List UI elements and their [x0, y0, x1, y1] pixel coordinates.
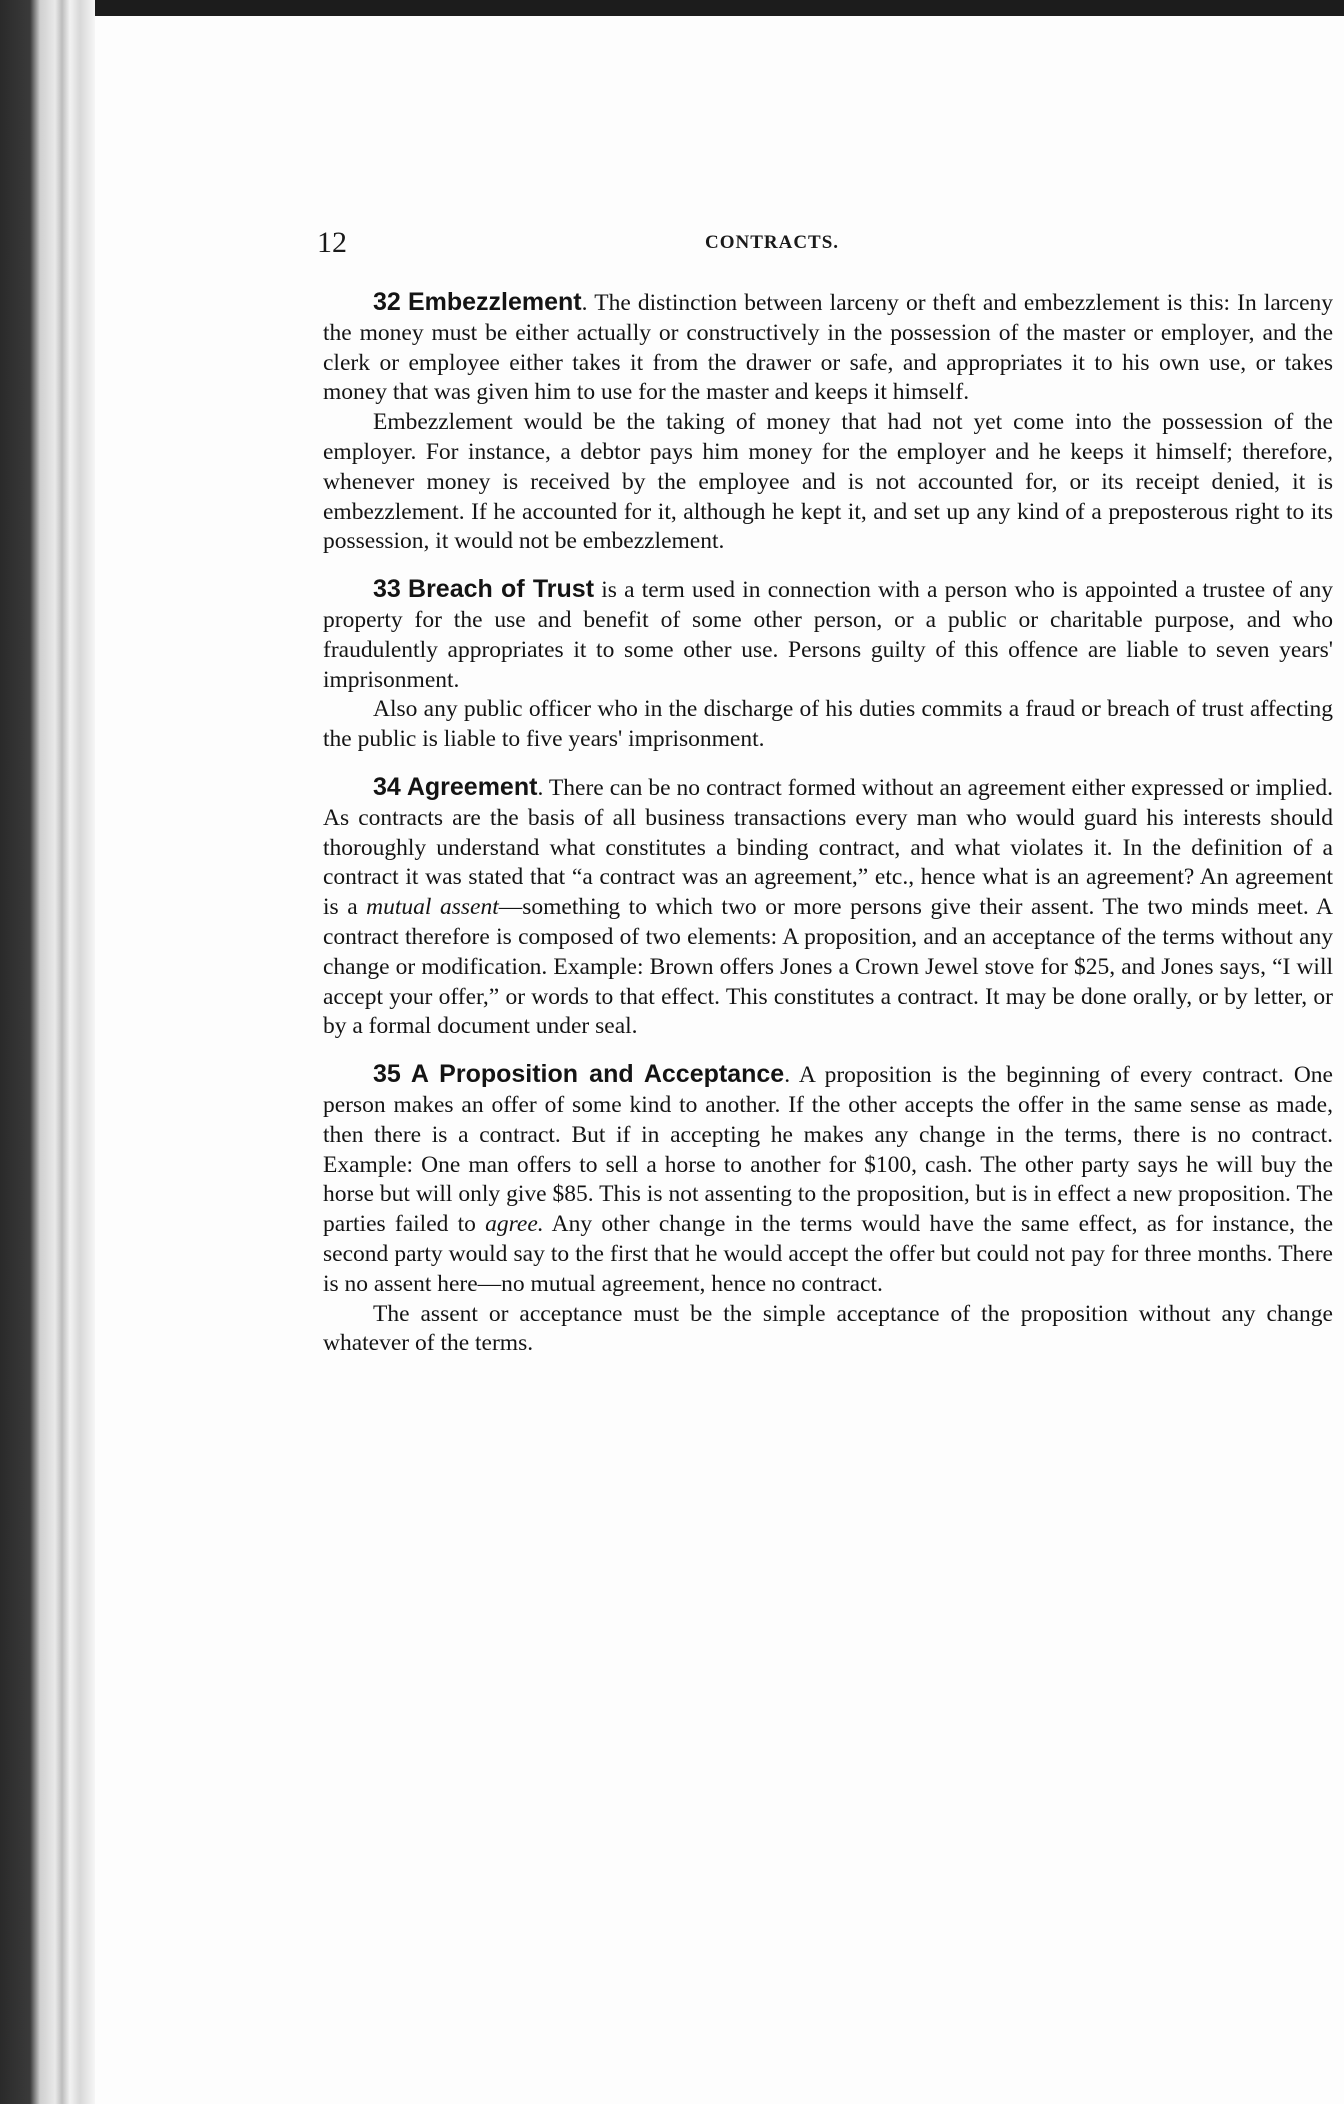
page-body — [323, 288, 1333, 1377]
section-33-breach-of-trust — [323, 575, 1333, 755]
section-number: 33 — [373, 575, 401, 604]
paragraph — [323, 695, 1333, 755]
section-number: 32 — [373, 288, 401, 316]
section-32-embezzlement — [323, 288, 1333, 557]
section-heading: Agreement — [406, 772, 538, 801]
section-number: 34 — [373, 772, 401, 801]
page-number: 12 — [317, 226, 347, 259]
paragraph-text: Embezzlement would be the taking of money that had not yet come into the possession of the employer. For instance, a debtor pays him money for the employer and he keeps it himself; therefore, whenever money is received by the employee and is not accounted for, or its receipt denied, it is embezzlement. If he accounted for it, although he kept it, and set up any kind of a preposterous right to its possession, it would not be embezzlement. — [323, 409, 1333, 555]
paragraph-text: is a term used in connection with a person who is appointed a trustee of any property for the use and benefit of some other person, or a public or charitable purpose, and who fraudulently appropriates it to some other use. Persons guilty of this offence are liable to seven years' imprisonment. — [323, 577, 1334, 693]
paragraph-text: —something to which two or more persons give their assent. The two minds meet. A contract therefore is composed of two elements: A proposition, and an acceptance of the terms without any change or modification. Example: Brown offers Jones a Crown Jewel stove for $25, and Jones says, “I will accept your offer,” or words to that effect. This constitutes a contract. It may be done orally, or by letter, or by a formal document under seal. — [323, 894, 1333, 1040]
book-page — [95, 16, 1344, 2104]
paragraph — [323, 408, 1333, 557]
paragraph-text: The distinction between larceny or theft and embezzlement is this: In larceny the money must be either actually or constructively in the possession of the master or employer, and the clerk or employee either takes it from the drawer or safe, and appropriates it to his own use, or takes money that was given him to use for the master and keeps it himself. — [323, 290, 1334, 406]
paragraph — [323, 1300, 1333, 1360]
section-heading: A Proposition and Acceptance — [410, 1060, 785, 1089]
paragraph: 34 Agreement. There can be no contract formed without an agreement either expressed or implied. As contracts are the basis of all business transactions every man who would guard his interests should thoroughly understand what constitutes a binding contract, and what violates it. In the definition of a contract it was stated that “a contract was an agreement,” etc., hence what is an agreement? An agreement is a mutual assent—something to which two or more persons give their assent. The two minds meet. A contract therefore is composed of two elements: A proposition, and an acceptance of the terms without any change or modification. Example: Brown offers Jones a Crown Jewel stove for $25, and Jones says, “I will accept your offer,” or words to that effect. This constitutes a contract. It may be done orally, or by letter, or by a formal document under seal. — [323, 772, 1334, 1040]
paragraph-text: The assent or acceptance must be the simple acceptance of the proposition without any change whatever of the terms. — [323, 1300, 1333, 1357]
emphasized-text: mutual assent — [366, 894, 499, 921]
paragraph: 35 A Proposition and Acceptance. A proposition is the beginning of every contract. One person makes an offer of some kind to another. If the other accepts the offer in the same sense as made, then there is a contract. But if in accepting he makes any change in the terms, there is no contract. Example: One man offers to sell a horse to another for $100, cash. The other party says he will buy the horse but will only give $85. This is not assenting to the proposition, but is in effect a new proposition. The parties failed to agree. Any other change in the terms would have the same effect, as for instance, the second party would say to the first that he would accept the offer but could not pay for three months. There is no assent here—no mutual agreement, hence no contract. — [323, 1060, 1333, 1297]
section-35-proposition-and-acceptance — [323, 1060, 1333, 1359]
section-number: 35 — [373, 1060, 401, 1089]
section-heading: Breach of Trust — [408, 575, 595, 604]
paragraph-text: A proposition is the beginning of every contract. One person makes an offer of some kind to another. If the other accepts the offer in the same sense as made, then there is a contract. But if in accepting he makes any change in the terms, there is no contract. Example: One man offers to sell a horse to another for $100, cash. The other party says he will buy the horse but will only give $85. This is not assenting to the proposition, but is in effect a new proposition. The parties failed to — [323, 1062, 1333, 1238]
paragraph: 32 Embezzlement. The distinction between larceny or theft and embezzlement is this: In larceny the money must be either actually or constructively in the possession of the master or employer, and the clerk or employee either takes it from the drawer or safe, and appropriates it to his own use, or takes money that was given him to use for the master and keeps it himself. — [323, 288, 1334, 406]
paragraph — [323, 575, 1333, 695]
page-header — [95, 226, 1344, 266]
section-heading: Embezzlement — [407, 288, 582, 316]
emphasized-text: agree. — [485, 1211, 544, 1238]
paragraph-text: Any other change in the terms would have the same effect, as for instance, the second party would say to the first that he would accept the offer but could not pay for three months. There is no assent here—no mutual agreement, hence no contract. — [323, 1211, 1333, 1297]
running-head: CONTRACTS. — [705, 232, 840, 253]
paragraph-text: There can be no contract formed without an agreement either expressed or implied. As contracts are the basis of all business transactions every man who would guard his interests should thoroughly understand what constitutes a binding contract, and what violates it. In the definition of a contract it was stated that “a contract was an agreement,” etc., hence what is an agreement? An agreement is a — [323, 774, 1334, 921]
book-page-edges — [0, 0, 95, 2104]
paragraph-text: Also any public officer who in the discharge of his duties commits a fraud or breach of trust affecting the public is liable to five years' imprisonment. — [323, 696, 1333, 753]
section-34-agreement — [323, 773, 1333, 1042]
